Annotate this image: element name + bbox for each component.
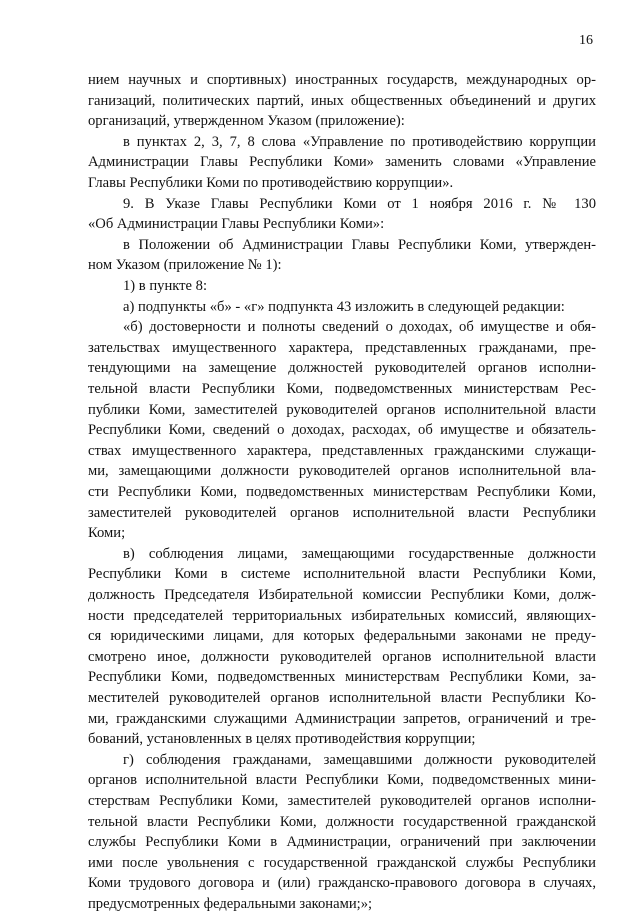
text-line: смотрено иное, должности руководителей органов исполнительной власти [88, 648, 596, 665]
text-line: должность Председателя Избирательной комиссии Республики Коми, долж- [88, 587, 596, 603]
text-line: ганизаций, политических партий, иных общественных объединений и других [88, 92, 596, 109]
text-line: тельной власти Республики Коми, подведомственных министерствам Рес- [88, 381, 596, 397]
text-line: 9. В Указе Главы Республики Коми от 1 ноября 2016 г. № 130 [123, 195, 596, 212]
text-line: ся юридическими лицами, для которых федеральными законами не преду- [88, 628, 596, 645]
text-line: 1) в пункте 8: [123, 278, 208, 294]
text-line: заместителей руководителей органов исполнительной власти Республики [88, 504, 596, 521]
text-line: местителей руководителей органов исполнительной власти Республики Ко- [88, 690, 596, 706]
text-line: тельной власти Республики Коми, должности государственной гражданской [88, 813, 596, 830]
text-line: ности председателей территориальных избирательных комиссий, являющих- [88, 607, 596, 624]
text-line: «б) достоверности и полноты сведений о доходах, об имуществе и обя- [123, 319, 596, 336]
text-line: Главы Республики Коми по противодействию коррупции». [88, 175, 454, 191]
page-number: 16 [579, 33, 593, 48]
text-line: зательствах имущественного характера, представленных гражданами, пре- [88, 339, 596, 356]
text-line: в) соблюдения лицами, замещающими государственные должности [123, 545, 596, 562]
text-line: Коми трудового договора и (или) гражданско-правового договора в случаях, [88, 875, 596, 892]
text-line: Республики Коми, подведомственных министерствам Республики Коми, за- [88, 669, 596, 686]
text-line: организаций, утвержденном Указом (приложение): [88, 113, 405, 130]
text-line: а) подпункты «б» - «г» подпункта 43 изложить в следующей редакции: [123, 298, 565, 315]
text-line: Республики Коми, сведений о доходах, расходах, об имуществе и обязатель- [88, 422, 596, 439]
text-line: ном Указом (приложение № 1): [88, 257, 282, 274]
text-line: нием научных и спортивных) иностранных государств, международных ор- [88, 72, 596, 88]
text-line: органов исполнительной власти Республики Коми, подведомственных мини- [88, 772, 596, 789]
text-line: г) соблюдения гражданами, замещавшими должности руководителей [123, 751, 596, 768]
text-line: ствах имущественного характера, представленных гражданскими служащи- [88, 442, 596, 459]
text-line: Республики Коми в системе исполнительной власти Республики Коми, [88, 566, 596, 583]
text-line: стерствам Республики Коми, заместителей руководителей органов исполни- [88, 793, 596, 809]
text-line: ми, гражданскими служащими Администрации запретов, ограничений и тре- [88, 710, 596, 727]
text-line: сти Республики Коми, подведомственных министерствам Республики Коми, [88, 484, 596, 500]
text-line: ми, замещающими должности руководителей органов исполнительной вла- [88, 463, 596, 480]
text-line: бований, установленных в целях противодействия коррупции; [88, 731, 476, 748]
text-line: тендующими на замещение должностей руководителей органов исполни- [88, 360, 596, 377]
text-line: Администрации Главы Республики Коми» заменить словами «Управление [88, 154, 596, 171]
text-line: ими после увольнения с государственной гражданской службы Республики [88, 854, 596, 871]
text-line: службы Республики Коми в Администрации, ограничений при заключении [88, 834, 596, 851]
text-line: «Об Администрации Главы Республики Коми»: [88, 216, 385, 233]
text-line: предусмотренных федеральными законами;»; [88, 896, 373, 912]
text-line: Коми; [88, 525, 126, 542]
text-line: публики Коми, заместителей руководителей органов исполнительной власти [88, 401, 596, 418]
text-line: в пунктах 2, 3, 7, 8 слова «Управление по противодействию коррупции [123, 133, 596, 150]
text-line: в Положении об Администрации Главы Республики Коми, утвержден- [123, 236, 596, 253]
